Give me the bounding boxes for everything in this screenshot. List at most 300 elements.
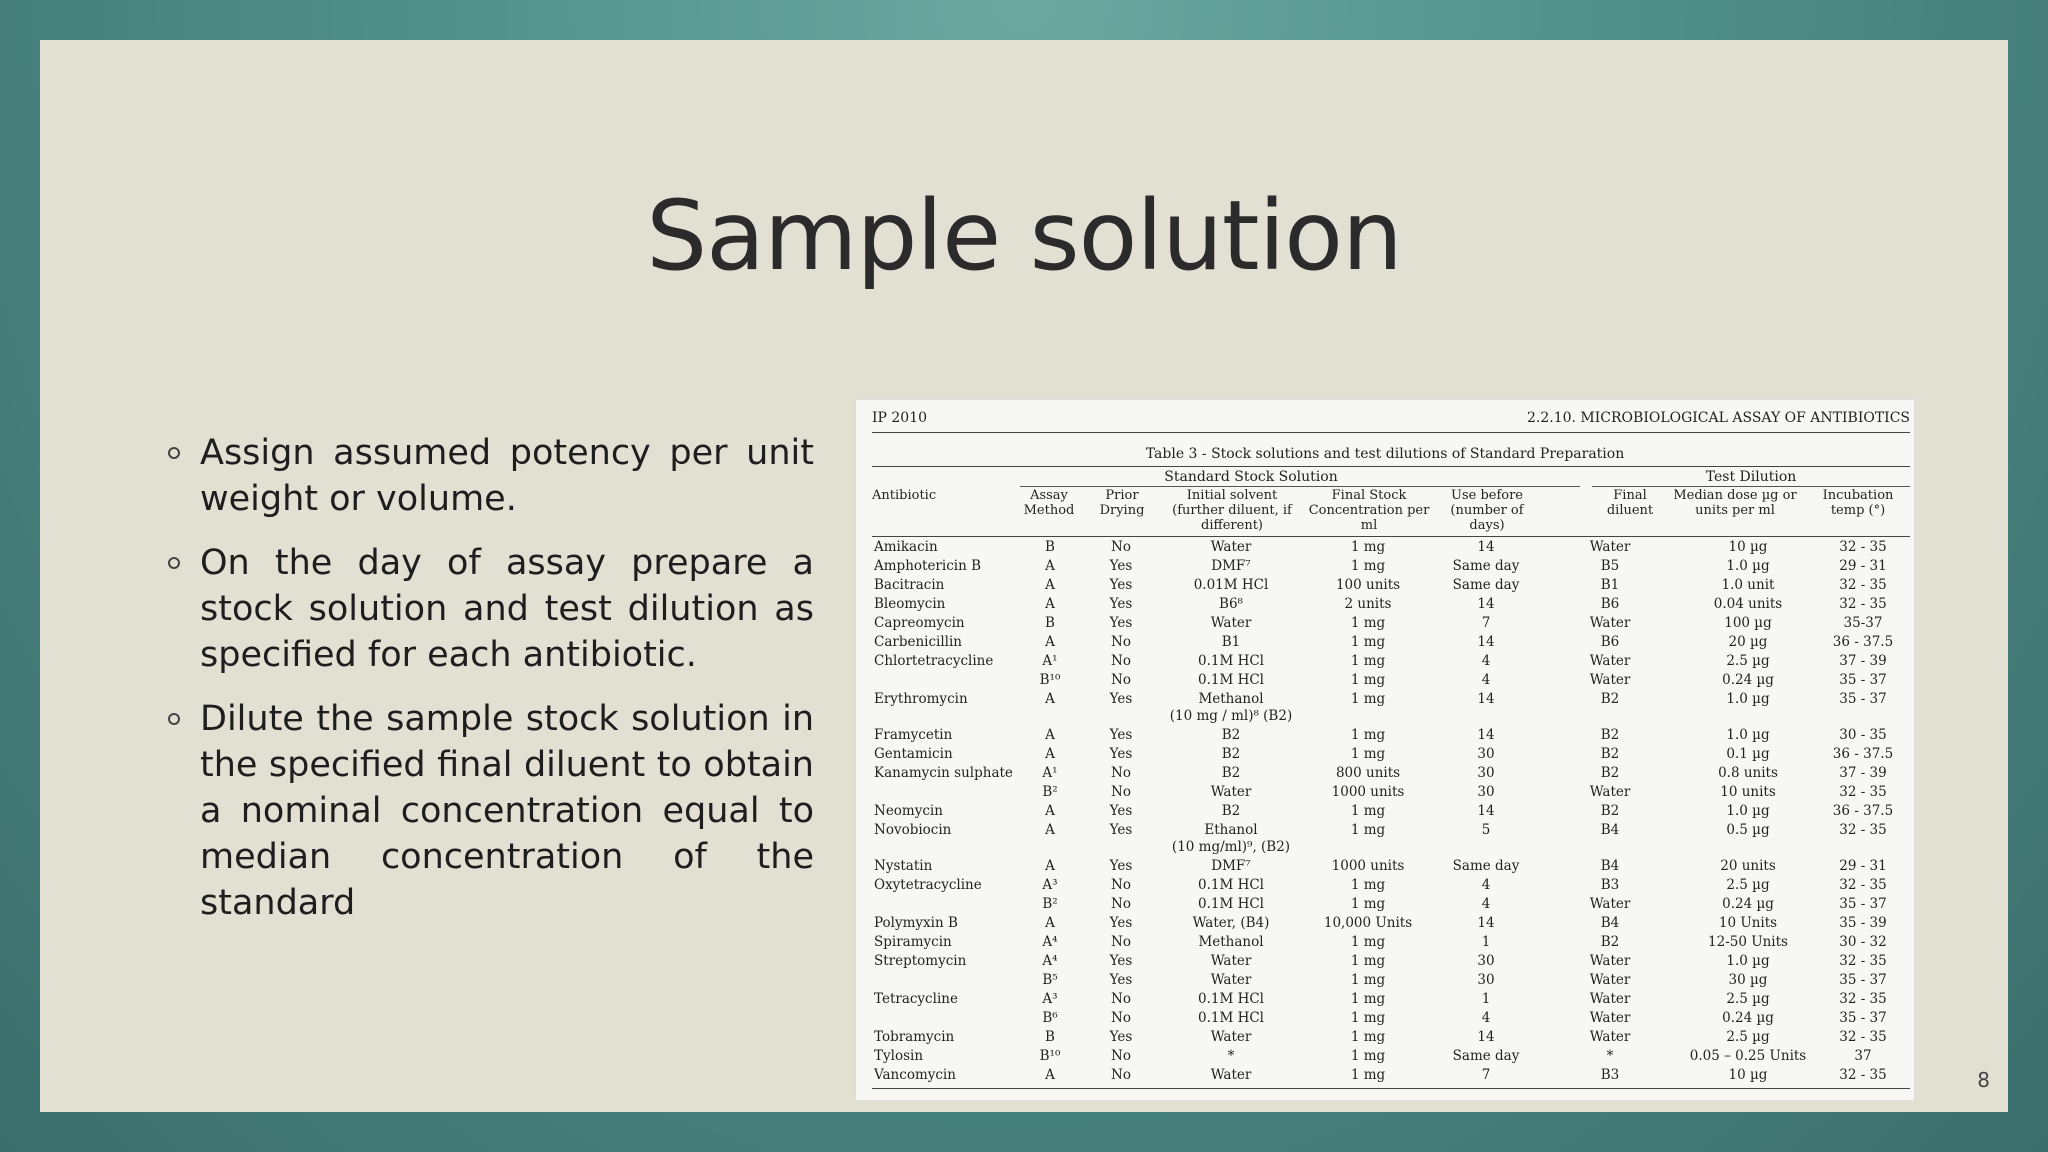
table-cell: Water	[1210, 972, 1252, 988]
table-cell: No	[1111, 1048, 1131, 1064]
table-cell: Amphotericin B	[874, 558, 981, 574]
table-cell: Water	[1589, 991, 1631, 1007]
scan-header-right: 2.2.10. MICROBIOLOGICAL ASSAY OF ANTIBIOTICS	[1527, 410, 1910, 426]
table-cell: No	[1111, 653, 1131, 669]
table-cell: Capreomycin	[874, 615, 965, 631]
table-cell	[1304, 840, 1432, 857]
table-cell: Chlortetracycline	[874, 653, 994, 669]
table-cell: 1 mg	[1350, 1067, 1386, 1083]
table-cell: B6	[1600, 634, 1620, 650]
table-cell: 30	[1477, 746, 1495, 762]
table-row	[872, 671, 1910, 690]
table-cell: B²	[1042, 784, 1058, 800]
table-cell: 7	[1481, 1067, 1491, 1083]
table-cell: A⁴	[1042, 934, 1058, 950]
table-cell: No	[1111, 1067, 1131, 1083]
table-cell: Yes	[1109, 1029, 1133, 1045]
table-cell: 14	[1477, 539, 1495, 555]
table-cell: 0.1M HCl	[1197, 1010, 1264, 1026]
table-cell: Water	[1589, 972, 1631, 988]
table-cell: B2	[1221, 765, 1241, 781]
table-cell: Yes	[1109, 615, 1133, 631]
table-row	[872, 990, 1910, 1009]
table-cell	[1304, 709, 1432, 726]
table-cell: 32 - 35	[1839, 877, 1887, 893]
table-cell: 1 mg	[1350, 558, 1386, 574]
table-cell: 30	[1477, 784, 1495, 800]
table-cell: 10 Units	[1718, 915, 1778, 931]
table-cell: A	[1045, 822, 1055, 838]
table-cell: 14	[1477, 915, 1495, 931]
table-cell: B2	[1600, 746, 1620, 762]
table-cell: No	[1111, 672, 1131, 688]
table-cell: Water	[1210, 1029, 1252, 1045]
table-cell: B2	[1221, 803, 1241, 819]
divider	[1592, 486, 1910, 487]
table-cell: No	[1111, 877, 1131, 893]
table-row	[872, 821, 1910, 840]
table-row	[872, 576, 1910, 595]
table-cell: 14	[1477, 691, 1495, 707]
table-cell: *	[1606, 1048, 1614, 1064]
table-cell	[872, 783, 1016, 802]
table-cell	[872, 840, 1016, 857]
bullet-item	[168, 430, 814, 522]
table-cell: 0.1 µg	[1726, 746, 1770, 762]
table-cell: Erythromycin	[874, 691, 968, 707]
table-cell: Water	[1589, 953, 1631, 969]
table-cell: No	[1111, 634, 1131, 650]
table-cell: 1 mg	[1350, 953, 1386, 969]
table-cell: 30	[1477, 972, 1495, 988]
table-cell: Framycetin	[874, 727, 953, 743]
table-cell: Carbenicillin	[874, 634, 963, 650]
bullet-list	[168, 430, 814, 944]
table-cell: 1 mg	[1350, 822, 1386, 838]
table-cell: 100 µg	[1724, 615, 1772, 631]
table-cell	[1084, 709, 1158, 726]
divider	[1020, 486, 1580, 487]
table-cell: 1	[1481, 991, 1491, 1007]
table-cell: 1.0 µg	[1726, 727, 1770, 743]
table-cell: 14	[1477, 803, 1495, 819]
table-cell: Bleomycin	[874, 596, 946, 612]
table-cell: 0.1M HCl	[1197, 991, 1264, 1007]
header-solvent: Initial solvent (further diluent, if different)	[1172, 488, 1292, 533]
table-cell: 1.0 µg	[1726, 558, 1770, 574]
table-cell: B	[1045, 615, 1055, 631]
table-cell: 35 - 37	[1839, 972, 1887, 988]
table-cell: 32 - 35	[1839, 596, 1887, 612]
table-cell: *	[1227, 1048, 1235, 1064]
table-cell: 10 µg	[1728, 539, 1768, 555]
table-cell: Kanamycin sulphate	[874, 765, 1013, 781]
table-cell: Water	[1210, 953, 1252, 969]
table-cell: Spiramycin	[874, 934, 952, 950]
table-cell: 1 mg	[1350, 1029, 1386, 1045]
table-cell: 4	[1481, 672, 1491, 688]
table-cell: 1 mg	[1350, 972, 1386, 988]
table-caption: Table 3 - Stock solutions and test dilutions of Standard Preparation	[1145, 446, 1625, 462]
scanned-table-image	[856, 400, 1914, 1100]
table-row	[872, 933, 1910, 952]
table-cell: Water, (B4)	[1192, 915, 1270, 931]
table-cell: 1.0 unit	[1721, 577, 1775, 593]
slide-title: Sample solution	[646, 180, 1402, 292]
table-cell: 29 - 31	[1839, 558, 1887, 574]
table-cell: Neomycin	[874, 803, 943, 819]
table-row	[872, 1066, 1910, 1085]
table-row	[872, 709, 1910, 726]
table-cell: A⁴	[1042, 953, 1058, 969]
table-cell: No	[1111, 539, 1131, 555]
table-cell: 32 - 35	[1839, 784, 1887, 800]
table-cell: 1 mg	[1350, 539, 1386, 555]
table-cell: B4	[1600, 858, 1620, 874]
table-cell: A³	[1042, 991, 1058, 1007]
table-cell: 32 - 35	[1839, 539, 1887, 555]
table-row	[872, 726, 1910, 745]
table-cell: 14	[1477, 634, 1495, 650]
table-row	[872, 595, 1910, 614]
table-cell: Water	[1589, 1010, 1631, 1026]
table-cell: B3	[1600, 877, 1620, 893]
table-cell: 0.04 units	[1713, 596, 1783, 612]
table-cell: Water	[1210, 784, 1252, 800]
table-row	[872, 1047, 1910, 1066]
table-cell: B2	[1600, 934, 1620, 950]
table-row	[872, 633, 1910, 652]
table-cell: A	[1045, 577, 1055, 593]
table-cell: 35 - 37	[1839, 672, 1887, 688]
table-cell: 800 units	[1335, 765, 1401, 781]
table-cell: B⁵	[1042, 972, 1058, 988]
table-cell: Ethanol	[1204, 822, 1258, 838]
table-cell: B1	[1600, 577, 1620, 593]
table-cell: 12-50 Units	[1708, 934, 1788, 950]
table-cell: Yes	[1109, 822, 1133, 838]
table-cell: 0.24 µg	[1722, 1010, 1774, 1026]
table-cell: B⁶	[1042, 1010, 1058, 1026]
table-cell: 14	[1477, 727, 1495, 743]
table-row	[872, 876, 1910, 895]
antibiotic-table	[872, 538, 1910, 1085]
table-cell: DMF⁷	[1211, 558, 1251, 574]
bullet-text: On the day of assay prepare a stock solution and test dilution as specified for each antibiotic.	[200, 543, 814, 675]
table-cell: A	[1045, 746, 1055, 762]
table-cell: 35-37	[1843, 615, 1883, 631]
table-row	[872, 895, 1910, 914]
table-cell: Tylosin	[874, 1048, 924, 1064]
table-cell	[1016, 709, 1084, 726]
table-cell: Yes	[1109, 858, 1133, 874]
table-row	[872, 802, 1910, 821]
table-cell	[1816, 840, 1910, 857]
header-use-before: Use before (number of days)	[1450, 488, 1524, 533]
table-cell: Water	[1589, 653, 1631, 669]
table-cell: 30 - 32	[1839, 934, 1887, 950]
table-cell: B2	[1600, 803, 1620, 819]
table-cell: 1.0 µg	[1726, 691, 1770, 707]
table-cell: 0.05 – 0.25 Units	[1689, 1048, 1807, 1064]
table-cell: 1 mg	[1350, 1010, 1386, 1026]
table-cell: A	[1045, 691, 1055, 707]
table-cell: 14	[1477, 1029, 1495, 1045]
table-cell: Water	[1589, 672, 1631, 688]
table-cell: Nystatin	[874, 858, 933, 874]
table-cell: 5	[1481, 822, 1491, 838]
table-cell: 0.8 units	[1718, 765, 1778, 781]
slide	[40, 40, 2008, 1112]
table-cell: Water	[1210, 615, 1252, 631]
table-cell	[1432, 709, 1540, 726]
divider	[872, 466, 1910, 467]
table-cell: B	[1045, 539, 1055, 555]
table-cell: B	[1045, 1029, 1055, 1045]
table-cell: 4	[1481, 653, 1491, 669]
table-cell: Water	[1210, 539, 1252, 555]
table-cell: A	[1045, 803, 1055, 819]
table-cell: B4	[1600, 915, 1620, 931]
table-cell: 1 mg	[1350, 877, 1386, 893]
table-cell: B¹⁰	[1039, 1048, 1061, 1064]
table-cell: No	[1111, 1010, 1131, 1026]
table-cell: Water	[1589, 784, 1631, 800]
table-row	[872, 745, 1910, 764]
table-cell: 36 - 37.5	[1832, 746, 1894, 762]
bullet-marker	[168, 557, 180, 569]
header-antibiotic: Antibiotic	[872, 488, 937, 503]
table-cell: 10 units	[1720, 784, 1776, 800]
table-cell: B1	[1221, 634, 1241, 650]
table-cell: 2 units	[1344, 596, 1392, 612]
group-test-dilution: Test Dilution	[1705, 469, 1797, 485]
table-row	[872, 557, 1910, 576]
header-method: Assay Method	[1023, 488, 1075, 518]
table-cell: B²	[1042, 896, 1058, 912]
table-cell: Yes	[1109, 803, 1133, 819]
table-row	[872, 914, 1910, 933]
table-cell: No	[1111, 934, 1131, 950]
table-cell: B3	[1600, 1067, 1620, 1083]
table-cell: 0.24 µg	[1722, 896, 1774, 912]
table-cell: 30	[1477, 765, 1495, 781]
table-cell: 36 - 37.5	[1832, 803, 1894, 819]
table-cell: B2	[1600, 765, 1620, 781]
table-cell	[1016, 840, 1084, 857]
table-cell: 32 - 35	[1839, 1029, 1887, 1045]
table-cell: A	[1045, 858, 1055, 874]
table-cell: 2.5 µg	[1726, 1029, 1770, 1045]
table-cell: A	[1045, 596, 1055, 612]
table-cell: 1 mg	[1350, 727, 1386, 743]
table-cell: Same day	[1452, 558, 1520, 574]
table-cell: Polymyxin B	[874, 915, 958, 931]
bullet-text: Assign assumed potency per unit weight or volume.	[200, 433, 814, 519]
table-cell	[1540, 840, 1680, 857]
table-row	[872, 1028, 1910, 1047]
table-cell: 30	[1477, 953, 1495, 969]
table-cell: 20 units	[1720, 858, 1776, 874]
table-cell: No	[1111, 991, 1131, 1007]
table-cell	[872, 1009, 1016, 1028]
table-cell: B2	[1221, 727, 1241, 743]
table-cell: 4	[1481, 896, 1491, 912]
table-cell: 29 - 31	[1839, 858, 1887, 874]
bullet-marker	[168, 447, 180, 459]
table-cell: B¹⁰	[1039, 672, 1061, 688]
table-cell: 32 - 35	[1839, 991, 1887, 1007]
table-cell: Vancomycin	[874, 1067, 956, 1083]
table-cell: 35 - 37	[1839, 1010, 1887, 1026]
table-cell: A	[1045, 915, 1055, 931]
table-cell: 1 mg	[1350, 634, 1386, 650]
table-cell: 7	[1481, 615, 1491, 631]
table-cell: 20 µg	[1728, 634, 1768, 650]
table-cell: Yes	[1109, 915, 1133, 931]
table-cell: B6	[1600, 596, 1620, 612]
table-cell: 4	[1481, 877, 1491, 893]
table-cell: Yes	[1109, 746, 1133, 762]
table-cell: Same day	[1452, 577, 1520, 593]
table-cell: Yes	[1109, 691, 1133, 707]
table-cell	[872, 971, 1016, 990]
table-cell	[1816, 709, 1910, 726]
table-cell: Tobramycin	[874, 1029, 955, 1045]
table-cell	[872, 671, 1016, 690]
table-cell: 32 - 35	[1839, 953, 1887, 969]
table-cell: 1 mg	[1350, 653, 1386, 669]
table-cell: 35 - 39	[1839, 915, 1887, 931]
table-cell: Streptomycin	[874, 953, 967, 969]
table-cell: Novobiocin	[874, 822, 952, 838]
table-row	[872, 764, 1910, 783]
table-cell: A³	[1042, 877, 1058, 893]
table-cell: 1 mg	[1350, 991, 1386, 1007]
table-cell: 30 µg	[1728, 972, 1768, 988]
page-number: 8	[1977, 1068, 1990, 1092]
table-row	[872, 614, 1910, 633]
table-cell	[1680, 709, 1816, 726]
table-cell: 1	[1481, 934, 1491, 950]
table-cell: Water	[1589, 896, 1631, 912]
header-concentration: Final Stock Concentration per ml	[1308, 488, 1430, 533]
table-cell	[1540, 709, 1680, 726]
table-cell	[872, 709, 1016, 726]
table-cell: 0.1M HCl	[1197, 896, 1264, 912]
group-standard-stock: Standard Stock Solution	[1164, 469, 1338, 485]
table-cell: Same day	[1452, 858, 1520, 874]
table-cell: 0.1M HCl	[1197, 653, 1264, 669]
table-cell: Methanol	[1198, 934, 1264, 950]
table-cell	[1432, 840, 1540, 857]
table-cell: 1000 units	[1331, 784, 1405, 800]
table-cell: 1 mg	[1350, 1048, 1386, 1064]
header-incubation: Incubation temp (°)	[1822, 488, 1894, 518]
table-cell: 30 - 35	[1839, 727, 1887, 743]
table-cell: Yes	[1109, 972, 1133, 988]
table-cell: 1.0 µg	[1726, 803, 1770, 819]
table-cell: Yes	[1109, 596, 1133, 612]
header-drying: Prior Drying	[1099, 488, 1145, 518]
table-row	[872, 783, 1910, 802]
table-cell: Yes	[1109, 953, 1133, 969]
table-cell: 0.01M HCl	[1193, 577, 1269, 593]
table-cell: 10,000 Units	[1323, 915, 1413, 931]
table-cell: 4	[1481, 1010, 1491, 1026]
table-cell: 14	[1477, 596, 1495, 612]
table-row	[872, 690, 1910, 709]
table-cell: B4	[1600, 822, 1620, 838]
table-cell: 1 mg	[1350, 896, 1386, 912]
header-median-dose: Median dose µg or units per ml	[1673, 488, 1797, 518]
table-row	[872, 971, 1910, 990]
table-cell	[1680, 840, 1816, 857]
table-cell: Amikacin	[874, 539, 938, 555]
table-cell: 10 µg	[1728, 1067, 1768, 1083]
table-cell: 37 - 39	[1839, 653, 1887, 669]
table-cell: 32 - 35	[1839, 577, 1887, 593]
table-cell: 32 - 35	[1839, 1067, 1887, 1083]
table-cell: 2.5 µg	[1726, 877, 1770, 893]
table-cell: Same day	[1452, 1048, 1520, 1064]
table-row	[872, 952, 1910, 971]
table-cell: 37 - 39	[1839, 765, 1887, 781]
table-cell: 2.5 µg	[1726, 991, 1770, 1007]
bullet-text: Dilute the sample stock solution in the specified final diluent to obtain a nominal concentration equal to median concentration of the standard	[200, 699, 814, 923]
table-cell: 1 mg	[1350, 672, 1386, 688]
table-cell: Oxytetracycline	[874, 877, 982, 893]
table-cell: Methanol	[1198, 691, 1264, 707]
table-row	[872, 652, 1910, 671]
table-cell: 1 mg	[1350, 746, 1386, 762]
table-row	[872, 538, 1910, 557]
table-cell: Tetracycline	[874, 991, 958, 1007]
table-cell: Yes	[1109, 577, 1133, 593]
bullet-item	[168, 540, 814, 678]
table-cell: B2	[1600, 691, 1620, 707]
table-cell: No	[1111, 896, 1131, 912]
header-final-diluent: Final diluent	[1606, 488, 1654, 518]
table-cell: No	[1111, 765, 1131, 781]
table-cell: Yes	[1109, 558, 1133, 574]
scan-header-left: IP 2010	[872, 410, 928, 426]
table-row	[872, 1009, 1910, 1028]
table-cell: Bacitracin	[874, 577, 945, 593]
table-cell: (10 mg / ml)⁸ (B2)	[1169, 708, 1293, 724]
table-cell: (10 mg/ml)⁹, (B2)	[1171, 839, 1291, 855]
divider	[872, 432, 1910, 433]
table-cell: 1 mg	[1350, 691, 1386, 707]
table-cell: 35 - 37	[1839, 896, 1887, 912]
table-cell: DMF⁷	[1211, 858, 1251, 874]
table-cell: 2.5 µg	[1726, 653, 1770, 669]
table-cell: A	[1045, 558, 1055, 574]
table-cell: 0.1M HCl	[1197, 877, 1264, 893]
table-cell: 0.5 µg	[1726, 822, 1770, 838]
table-cell	[872, 895, 1016, 914]
table-cell: 1.0 µg	[1726, 953, 1770, 969]
table-cell: B2	[1600, 727, 1620, 743]
table-cell: B6⁸	[1219, 596, 1243, 612]
table-cell: 100 units	[1335, 577, 1401, 593]
table-cell: Water	[1589, 539, 1631, 555]
table-cell: 1000 units	[1331, 858, 1405, 874]
table-cell: 0.1M HCl	[1197, 672, 1264, 688]
bullet-item	[168, 696, 814, 926]
table-cell: 1 mg	[1350, 615, 1386, 631]
table-row	[872, 840, 1910, 857]
